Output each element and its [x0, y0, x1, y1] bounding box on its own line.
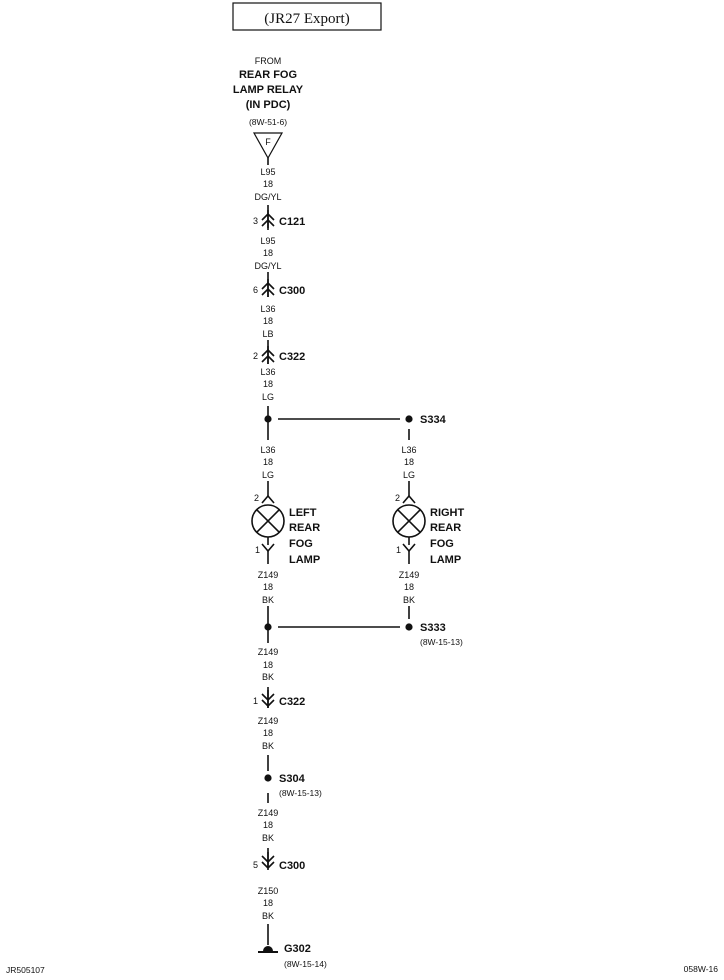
splice-dot-icon — [264, 415, 271, 422]
svg-text:18: 18 — [262, 248, 274, 258]
svg-text:BK: BK — [261, 911, 275, 921]
wire-label-w11 — [258, 808, 279, 843]
splice-dot-icon — [264, 623, 271, 630]
lamp-label-line3: FOG — [430, 538, 454, 550]
splice-name: S334 — [420, 414, 446, 426]
svg-text:LG: LG — [261, 392, 275, 402]
source-name-line1: REAR FOG — [238, 69, 298, 81]
svg-text:BK: BK — [261, 741, 275, 751]
svg-text:BK: BK — [261, 672, 275, 682]
connector-name: C300 — [279, 285, 306, 297]
svg-text:LG: LG — [261, 470, 275, 480]
wire-label-w10 — [258, 716, 279, 751]
lamp-pin-top: 2 — [394, 493, 400, 503]
wire-label-w12 — [258, 886, 279, 921]
fuse-pin-label: F — [265, 137, 271, 147]
source-name-line3: (IN PDC) — [245, 99, 291, 111]
footer-page-id: 058W-16 — [683, 964, 718, 974]
svg-text:18: 18 — [262, 820, 274, 830]
svg-text:DG/YL: DG/YL — [254, 192, 282, 202]
svg-text:L36: L36 — [260, 304, 276, 314]
splice-s304 — [264, 773, 322, 798]
lamp-label-line1: RIGHT — [430, 507, 465, 519]
svg-text:18: 18 — [262, 379, 274, 389]
svg-text:Z149: Z149 — [257, 647, 279, 657]
ground-g302 — [258, 943, 327, 969]
ground-ref: (8W-15-14) — [284, 959, 327, 969]
svg-text:L95: L95 — [260, 236, 276, 246]
connector-c121 — [253, 210, 305, 228]
wire-label-w8 — [399, 570, 420, 605]
wire-label-w3 — [260, 304, 275, 339]
splice-ref: (8W-15-13) — [420, 637, 463, 647]
right-rear-fog-lamp — [393, 493, 465, 566]
splice-dot-icon — [405, 623, 412, 630]
svg-text:Z150: Z150 — [257, 886, 279, 896]
connector-pin: 3 — [252, 216, 258, 226]
svg-text:Z149: Z149 — [257, 808, 279, 818]
svg-text:18: 18 — [262, 898, 274, 908]
source-ref: (8W-51-6) — [248, 117, 288, 127]
svg-text:Z149: Z149 — [398, 570, 420, 580]
connector-name: C121 — [279, 216, 306, 228]
connector-pin: 5 — [252, 860, 258, 870]
svg-text:18: 18 — [262, 179, 274, 189]
lamp-label-line3: FOG — [289, 538, 313, 550]
svg-text:L95: L95 — [260, 167, 276, 177]
svg-text:18: 18 — [262, 316, 274, 326]
svg-text:LB: LB — [262, 329, 274, 339]
svg-text:L36: L36 — [260, 445, 276, 455]
wire-label-w2 — [254, 236, 281, 271]
source-block — [233, 56, 304, 158]
footer-figure-id: JR505107 — [6, 965, 45, 975]
wire-label-w7 — [258, 570, 279, 605]
svg-text:Z149: Z149 — [257, 716, 279, 726]
ground-icon — [263, 946, 273, 951]
svg-text:DG/YL: DG/YL — [254, 261, 282, 271]
connector-pin: 6 — [252, 285, 258, 295]
connector-pin: 2 — [252, 351, 258, 361]
lamp-label-line2: REAR — [430, 522, 462, 534]
splice-s333 — [264, 622, 463, 647]
svg-text:L36: L36 — [260, 367, 276, 377]
splice-dot-icon — [405, 415, 412, 422]
source-name-line2: LAMP RELAY — [232, 84, 304, 96]
connector-name: C322 — [279, 351, 306, 363]
wire-label-w1 — [254, 167, 281, 202]
splice-name: S304 — [279, 773, 305, 785]
lamp-label-line4: LAMP — [289, 554, 321, 566]
svg-text:18: 18 — [262, 728, 274, 738]
lamp-pin-bottom: 1 — [254, 545, 260, 555]
svg-text:18: 18 — [403, 582, 415, 592]
lamp-label-line1: LEFT — [289, 507, 317, 519]
splice-ref: (8W-15-13) — [279, 788, 322, 798]
lamp-pin-bottom: 1 — [395, 545, 401, 555]
splice-s334 — [264, 414, 446, 426]
title-box — [233, 3, 381, 30]
svg-text:BK: BK — [261, 595, 275, 605]
ground-name: G302 — [284, 943, 311, 955]
left-rear-fog-lamp — [252, 493, 320, 566]
connector-c322-top — [253, 346, 305, 364]
wire-label-w6 — [401, 445, 416, 480]
wire-label-w9 — [258, 647, 279, 682]
svg-text:L36: L36 — [401, 445, 417, 455]
connector-c300-top — [253, 279, 305, 297]
svg-text:18: 18 — [262, 660, 274, 670]
svg-text:LG: LG — [402, 470, 416, 480]
svg-text:Z149: Z149 — [257, 570, 279, 580]
svg-text:18: 18 — [262, 582, 274, 592]
lamp-label-line4: LAMP — [430, 554, 462, 566]
svg-text:18: 18 — [262, 457, 274, 467]
connector-name: C322 — [279, 696, 306, 708]
source-from-label: FROM — [254, 56, 282, 66]
page-title: (JR27 Export) — [264, 11, 350, 27]
connector-pin: 1 — [252, 696, 258, 706]
wire-label-w4 — [260, 367, 275, 402]
splice-dot-icon — [264, 774, 271, 781]
svg-text:BK: BK — [261, 833, 275, 843]
lamp-pin-top: 2 — [253, 493, 259, 503]
svg-text:18: 18 — [403, 457, 415, 467]
connector-c322-bottom — [253, 690, 305, 708]
connector-c300-bottom — [253, 852, 305, 872]
splice-name: S333 — [420, 622, 446, 634]
svg-text:BK: BK — [402, 595, 416, 605]
lamp-label-line2: REAR — [289, 522, 321, 534]
connector-name: C300 — [279, 860, 306, 872]
wire-label-w5 — [260, 445, 275, 480]
